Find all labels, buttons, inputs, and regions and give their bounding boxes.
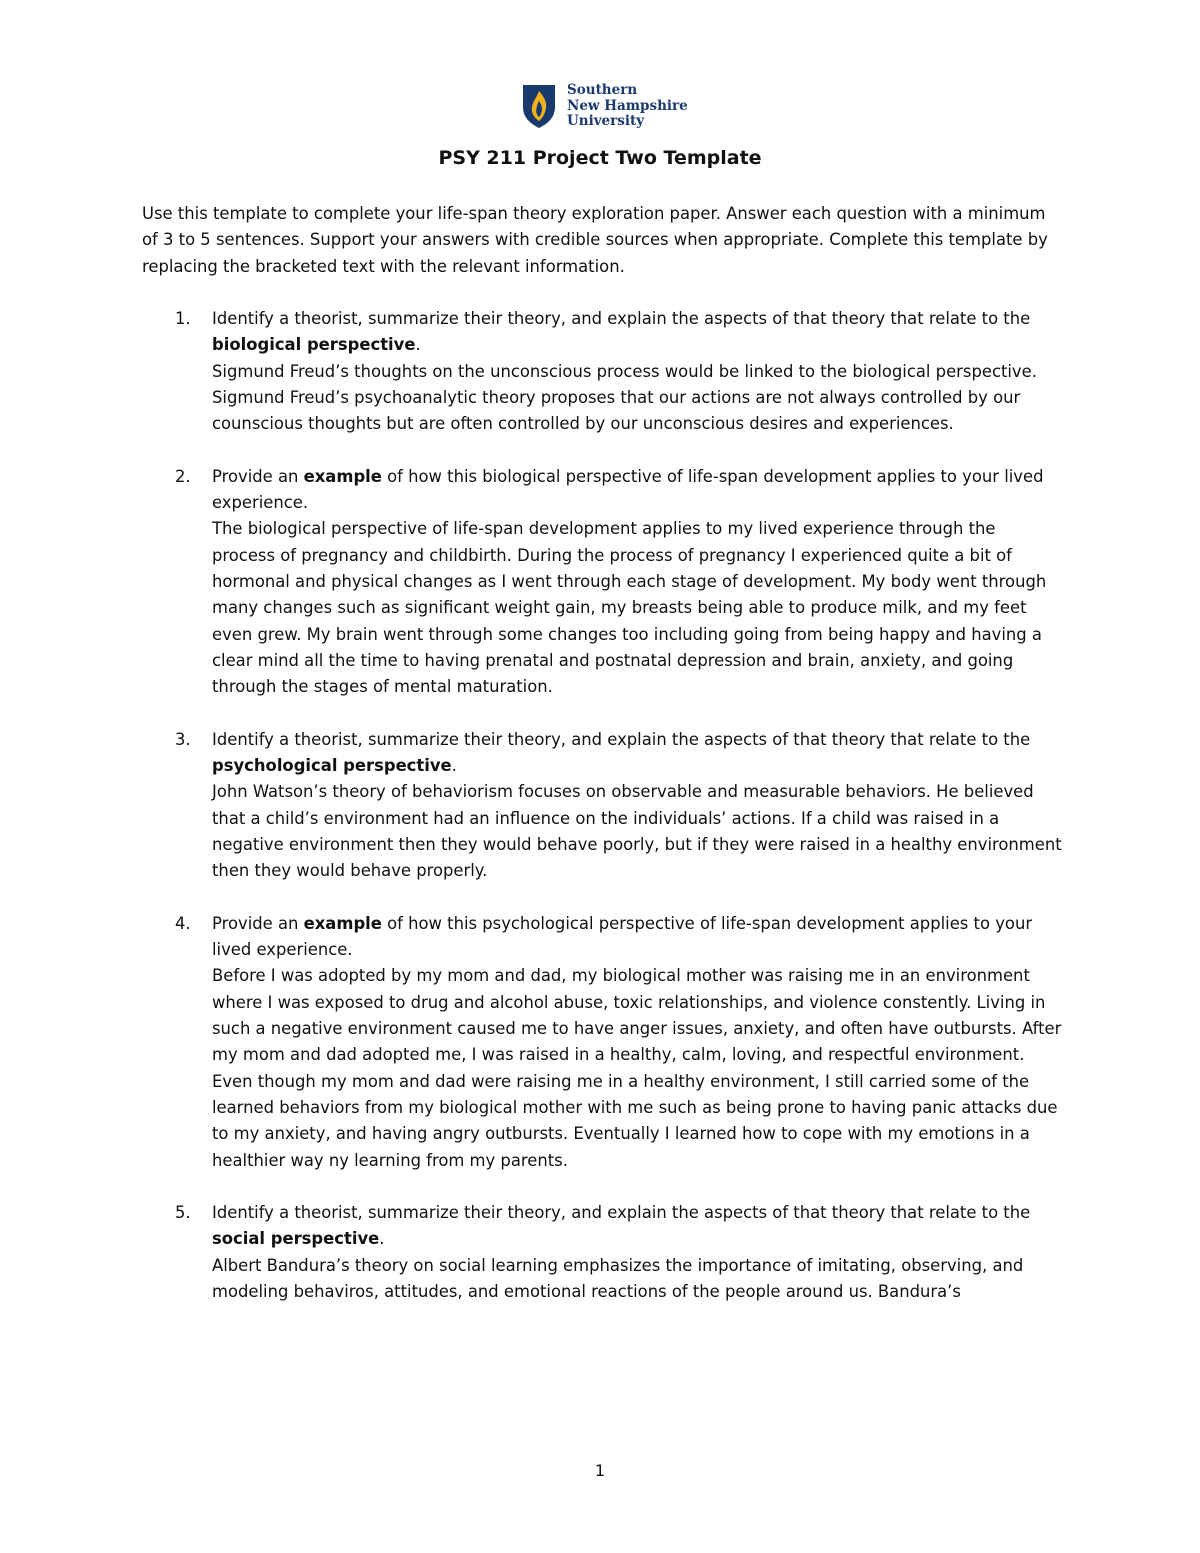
prompt-emphasis: social perspective <box>212 1229 380 1249</box>
logo-line: Southern <box>567 82 638 98</box>
logo-line: New Hampshire <box>567 97 688 114</box>
logo-line: University <box>567 113 645 129</box>
prompt-text: Provide an <box>212 913 304 933</box>
prompt-emphasis: example <box>303 466 382 486</box>
prompt-text: . <box>451 756 457 776</box>
question-prompt <box>212 306 1062 359</box>
question-item <box>142 306 1062 437</box>
question-item <box>142 727 1062 885</box>
prompt-emphasis: psychological perspective <box>212 756 452 776</box>
question-list <box>142 306 1062 1332</box>
page-number: 1 <box>594 1461 606 1480</box>
prompt-text: Identify a theorist, summarize their theory, and explain the aspects of that theory that relate to the <box>212 309 1031 328</box>
intro-paragraph: Use this template to complete your life-span theory exploration paper. Answer each question with a minimum of 3 to 5 sentences. Support your answers with credible sources when appropriate. Complete this template by replacing the bracketed text with the relevant information. <box>142 204 1048 276</box>
question-item <box>142 1200 1062 1305</box>
answer-text: Albert Bandura’s theory on social learning emphasizes the importance of imitating, observing, and modeling behaviros, attitudes, and emotional reactions of the people around us. Bandura’s <box>212 1255 1024 1301</box>
document-title: PSY 211 Project Two Template <box>438 147 762 169</box>
prompt-text: . <box>379 1229 385 1249</box>
university-logo <box>521 83 691 133</box>
question-number: 3. <box>175 729 191 749</box>
question-item <box>142 464 1062 701</box>
question-number: 5. <box>175 1203 191 1223</box>
prompt-text: Provide an <box>212 466 304 486</box>
prompt-text: Identify a theorist, summarize their theory, and explain the aspects of that theory that relate to the <box>212 1203 1031 1223</box>
prompt-text: . <box>415 335 421 355</box>
answer-text: Sigmund Freud’s thoughts on the unconscious process would be linked to the biological perspective. Sigmund Freud’s psychoanalytic theory proposes that our actions are not always controlled by our counscious thoughts but are often controlled by our unconscious desires and experiences. <box>212 361 1037 434</box>
prompt-text: of how this biological perspective of life-span development applies to your lived experience. <box>212 466 1044 513</box>
question-prompt <box>212 727 1062 780</box>
answer-text: Before I was adopted by my mom and dad, my biological mother was raising me in an environment where I was exposed to drug and alcohol abuse, toxic relationships, and violence constently. Living in such a negative environment caused me to have anger issues, anxiety, and often have outbursts. After my mom and dad adopted me, I was raised in a healthy, calm, loving, and respectful environment. Even though my mom and dad were raising me in a healthy environment, I still carried some of the learned behaviors from my biological mother with me such as being prone to having panic attacks due to my anxiety, and having angry outbursts. Eventually I learned how to cope with my emotions in a healthier way ny learning from my parents. <box>212 966 1062 1170</box>
question-prompt <box>212 1200 1062 1253</box>
question-prompt <box>212 911 1062 964</box>
prompt-emphasis: biological perspective <box>212 335 416 355</box>
prompt-emphasis: example <box>303 913 382 933</box>
prompt-text: Identify a theorist, summarize their theory, and explain the aspects of that theory that relate to the <box>212 729 1031 749</box>
answer-text: John Watson’s theory of behaviorism focuses on observable and measurable behaviors. He believed that a child’s environment had an influence on the individuals’ actions. If a child was raised in a negative environment then they would behave poorly, but if they were raised in a healthy environment then they would behave properly. <box>212 782 1062 881</box>
question-number: 1. <box>175 309 191 328</box>
logo-wordmark <box>567 83 688 130</box>
answer-text: The biological perspective of life-span development applies to my lived experience through the process of pregnancy and childbirth. During the process of pregnancy I experienced quite a bit of hormonal and physical changes as I went through each stage of development. My body went through many changes such as significant weight gain, my breasts being able to produce milk, and my feet even grew. My brain went through some changes too including going from being happy and having a clear mind all the time to having prenatal and postnatal depression and brain, anxiety, and going through the stages of mental maturation. <box>212 519 1047 697</box>
prompt-text: of how this psychological perspective of life-span development applies to your lived experience. <box>212 913 1033 960</box>
question-number: 2. <box>175 466 191 486</box>
shield-flame-icon <box>521 83 557 129</box>
question-prompt <box>212 464 1062 517</box>
question-item <box>142 911 1062 1174</box>
question-number: 4. <box>175 913 191 933</box>
